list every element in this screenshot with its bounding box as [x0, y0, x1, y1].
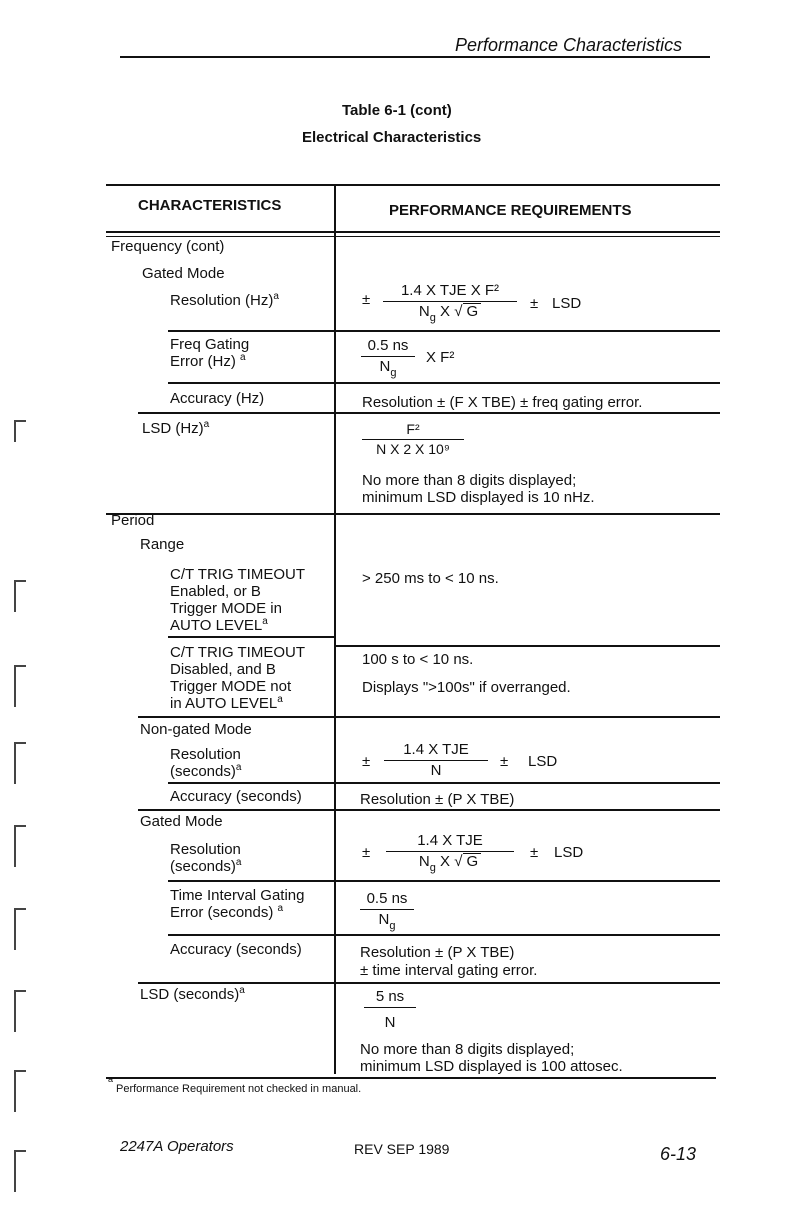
ng-accuracy-value: Resolution ± (P X TBE)	[360, 791, 515, 808]
ct-disabled-line-3: Trigger MODE not	[170, 678, 292, 695]
plus-minus: ±	[500, 753, 509, 770]
lsd-seconds-note-2: minimum LSD displayed is 100 attosec.	[360, 1058, 623, 1075]
row-label-gated-mode-period: Gated Mode	[140, 813, 223, 830]
row-label-freq-gating: Freq Gating	[170, 336, 250, 353]
text-run: a	[235, 762, 242, 773]
range-disabled-value: 100 s to < 10 ns.	[362, 651, 474, 668]
ct-enabled-line-3: Trigger MODE in	[170, 600, 282, 617]
range-enabled-value: > 250 ms to < 10 ns.	[362, 570, 499, 587]
text-run: Error (seconds)	[170, 904, 274, 921]
row-rule	[168, 782, 720, 784]
g-resolution-line-1: Resolution	[170, 841, 241, 858]
tig-line-1: Time Interval Gating	[170, 887, 305, 904]
ct-disabled-line-1: C/T TRIG TIMEOUT	[170, 644, 306, 661]
tig-line-2	[170, 904, 283, 921]
table-title: Table 6-1 (cont)	[342, 102, 452, 119]
row-rule	[168, 880, 720, 882]
margin-mark	[14, 580, 26, 612]
row-rule	[168, 330, 720, 332]
lsd-term: LSD	[554, 844, 584, 861]
text-run: AUTO LEVEL	[170, 617, 263, 634]
text-run: N	[418, 853, 430, 870]
text-run: a	[239, 985, 245, 996]
row-rule	[168, 636, 336, 638]
row-label-nongated-mode: Non-gated Mode	[140, 721, 252, 738]
margin-mark	[14, 908, 26, 950]
text-run: 0.5 ns	[361, 337, 415, 357]
text-run: X	[440, 853, 451, 870]
ct-disabled-line-4	[170, 695, 283, 712]
text-run: a	[240, 352, 246, 363]
row-label-gated-mode: Gated Mode	[142, 265, 225, 282]
text-run: a	[277, 694, 283, 705]
ng-resolution-line-1: Resolution	[170, 746, 241, 763]
text-run: G	[463, 303, 481, 319]
lsd-hz-note-2: minimum LSD displayed is 10 nHz.	[362, 489, 595, 506]
text-run: G	[463, 853, 481, 869]
text-run: LSD (Hz)	[142, 420, 204, 437]
column-divider	[334, 186, 336, 1074]
column-header-characteristics: CHARACTERISTICS	[138, 197, 282, 214]
resolution-hz-formula: 1.4 X TJE X F² $N_g$ X √ G	[383, 282, 517, 320]
text-run: g	[389, 920, 396, 932]
plus-minus: ±	[362, 291, 371, 308]
plus-minus: ±	[530, 295, 539, 312]
text-run: a	[277, 903, 284, 914]
text-run: (seconds)	[170, 858, 236, 875]
margin-mark	[14, 990, 26, 1032]
text-run: (seconds)	[170, 763, 236, 780]
header-rule-1	[106, 231, 720, 233]
lsd-seconds-formula	[364, 988, 416, 1031]
g-accuracy-line-2: ± time interval gating error.	[360, 962, 538, 979]
lsd-term: LSD	[552, 295, 582, 312]
freq-gating-factor: X F²	[426, 349, 455, 366]
plus-minus: ±	[362, 844, 371, 861]
margin-mark	[14, 420, 26, 442]
text-run: N	[384, 1014, 396, 1031]
section-rule	[106, 513, 720, 515]
row-rule	[138, 809, 720, 811]
row-rule	[168, 382, 720, 384]
accuracy-hz-value: Resolution ± (F X TBE) ± freq gating error.	[362, 394, 643, 411]
text-run: in AUTO LEVEL	[170, 695, 278, 712]
text-run: g	[429, 862, 436, 874]
freq-gating-formula	[361, 337, 415, 379]
ct-enabled-line-4	[170, 617, 268, 634]
margin-mark	[14, 665, 26, 707]
row-rule	[138, 982, 720, 984]
row-label-period: Period	[111, 512, 155, 529]
row-label-resolution-hz	[170, 292, 279, 309]
row-label-range: Range	[140, 536, 185, 553]
text-run: 1.4 X TJE	[384, 741, 488, 761]
g-resolution-formula: 1.4 X TJE $N_g$ X √ G	[386, 832, 514, 870]
text-run: g	[429, 312, 436, 324]
footer-revision: REV SEP 1989	[354, 1141, 450, 1157]
row-label-freq-gating-error	[170, 353, 246, 370]
text-run: N	[430, 762, 442, 779]
page-header-title: Performance Characteristics	[455, 35, 683, 55]
plus-minus: ±	[362, 753, 371, 770]
lsd-hz-note-1: No more than 8 digits displayed;	[362, 472, 577, 489]
text-run: N	[418, 303, 430, 320]
row-rule	[138, 412, 720, 414]
text-run: Resolution (Hz)	[170, 292, 274, 309]
header-rule	[120, 56, 710, 58]
row-label-frequency: Frequency (cont)	[111, 238, 225, 255]
row-rule	[138, 716, 720, 718]
g-accuracy-line-1: Resolution ± (P X TBE)	[360, 944, 515, 961]
page-number: 6-13	[660, 1144, 697, 1164]
margin-mark	[14, 1070, 26, 1112]
text-run: a	[203, 419, 210, 430]
row-label-lsd-hz	[142, 420, 209, 437]
ng-resolution-line-2	[170, 763, 241, 780]
text-run: N X 2 X 10⁹	[376, 441, 450, 457]
ng-resolution-formula	[384, 741, 488, 779]
text-run: LSD (seconds)	[140, 986, 240, 1003]
ct-enabled-line-2: Enabled, or B	[170, 583, 261, 600]
text-run: 1.4 X TJE	[386, 832, 514, 852]
footnote-marker: a	[108, 1074, 114, 1084]
footer-manual-name: 2247A Operators	[120, 1138, 234, 1155]
margin-mark	[14, 1150, 26, 1192]
text-run: Error (Hz)	[170, 353, 236, 370]
g-resolution-line-2	[170, 858, 241, 875]
row-label-g-accuracy: Accuracy (seconds)	[170, 941, 302, 958]
margin-mark	[14, 742, 26, 784]
table-subtitle: Electrical Characteristics	[302, 129, 482, 146]
column-header-requirements: PERFORMANCE REQUIREMENTS	[389, 202, 632, 219]
text-run: N	[379, 358, 391, 375]
text-run: F²	[362, 421, 464, 440]
lsd-term: LSD	[528, 753, 558, 770]
text-run: a	[262, 616, 268, 627]
text-run: 5 ns	[364, 988, 416, 1008]
text-run: 0.5 ns	[360, 890, 414, 910]
text-run: 1.4 X TJE X F²	[383, 282, 517, 302]
row-label-accuracy-hz: Accuracy (Hz)	[170, 390, 265, 407]
footnote-text: Performance Requirement not checked in manual.	[116, 1083, 362, 1095]
table-bottom-rule	[106, 1077, 716, 1079]
lsd-seconds-note-1: No more than 8 digits displayed;	[360, 1041, 575, 1058]
table-top-rule	[106, 184, 720, 186]
row-rule	[168, 934, 720, 936]
text-run: a	[273, 291, 279, 302]
range-disabled-note: Displays ">100s" if overranged.	[362, 679, 571, 696]
ct-disabled-line-2: Disabled, and B	[170, 661, 276, 678]
row-label-lsd-seconds	[140, 986, 245, 1003]
header-rule-2	[106, 236, 720, 237]
text-run: X	[440, 303, 451, 320]
text-run: a	[235, 857, 242, 868]
tig-formula	[360, 890, 414, 932]
row-rule	[336, 645, 720, 647]
row-label-ng-accuracy: Accuracy (seconds)	[170, 788, 302, 805]
ct-enabled-line-1: C/T TRIG TIMEOUT	[170, 566, 306, 583]
text-run: N	[378, 911, 390, 928]
lsd-hz-formula	[362, 421, 464, 457]
text-run: g	[390, 367, 397, 379]
plus-minus: ±	[530, 844, 539, 861]
margin-mark	[14, 825, 26, 867]
